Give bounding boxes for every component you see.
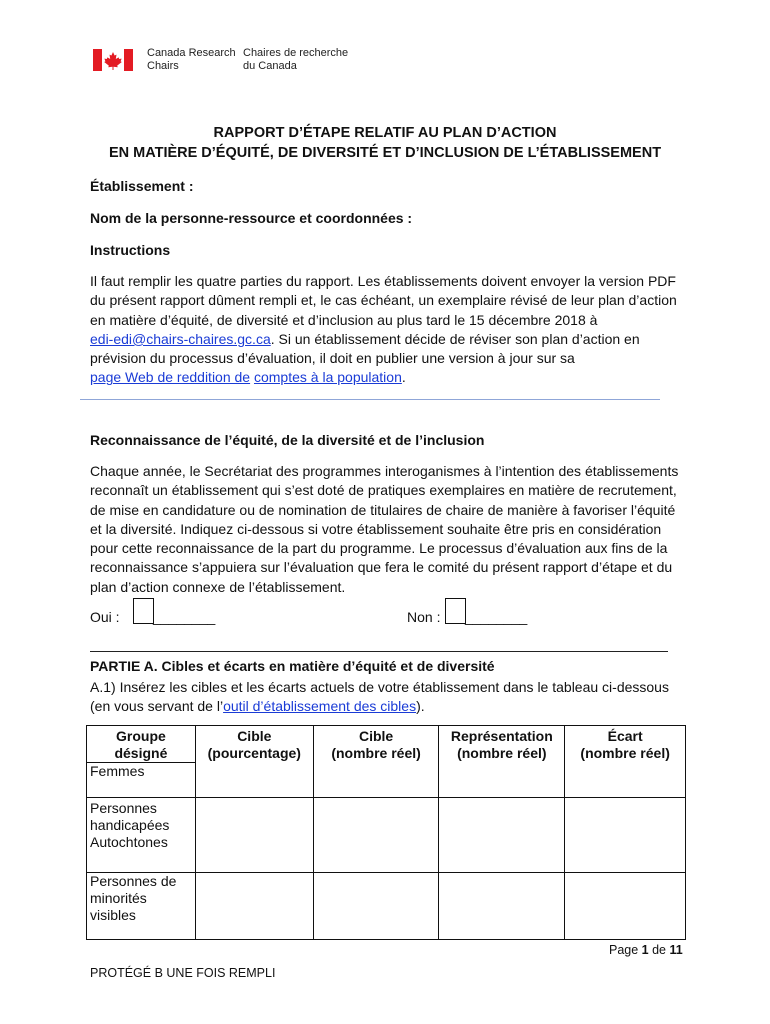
oui-blank: ________: [153, 609, 216, 625]
header-text: (nombre réel): [331, 745, 421, 761]
header-text: Représentation: [450, 728, 553, 744]
recognition-heading: Reconnaissance de l’équité, de la diversité et de l’inclusion: [90, 432, 485, 448]
table-header-row: [87, 726, 686, 763]
cell-gap-disabilities[interactable]: [565, 798, 686, 873]
part-a-line: [90, 697, 669, 716]
oui-checkbox[interactable]: [133, 598, 154, 624]
cell-representation-disabilities[interactable]: [439, 798, 565, 873]
instructions-line: [90, 368, 677, 387]
row-label-visible-minorities: Personnes de minorités visibles: [87, 873, 196, 940]
contact-label: Nom de la personne-ressource et coordonnées :: [90, 210, 413, 226]
recognition-line: et la diversité. Indiquez ci-dessous si votre établissement souhaite être pris en considération: [90, 520, 662, 537]
instructions-line: en matière d’équité, de diversité et d’inclusion au plus tard le 15 décembre 2018 à: [90, 311, 598, 328]
cell-target-percent-minorities[interactable]: [195, 873, 313, 940]
page-current: 1: [641, 943, 649, 957]
canada-flag-icon: [93, 49, 133, 71]
recognition-text: [90, 462, 678, 597]
row-label-disabilities: [87, 798, 196, 873]
cell-representation-minorities[interactable]: [439, 873, 565, 940]
header-designated-group: [87, 726, 196, 763]
cell-target-number-disabilities[interactable]: [313, 798, 439, 873]
part-a-heading: PARTIE A. Cibles et écarts en matière d’équité et de diversité: [90, 658, 495, 674]
targets-table: [86, 725, 686, 940]
instructions-line: [90, 330, 677, 349]
title-line-1: RAPPORT D’ÉTAPE RELATIF AU PLAN D’ACTION: [213, 125, 557, 141]
row-label-indigenous: Autochtones: [90, 834, 168, 850]
header-text: (nombre réel): [457, 745, 547, 761]
oui-label: Oui :: [90, 609, 120, 625]
header-text: (nombre réel): [580, 745, 670, 761]
target-tool-link[interactable]: outil d’établissement des cibles: [223, 698, 417, 715]
header-gap: [565, 726, 686, 798]
header-text: désigné: [114, 745, 168, 761]
section-divider: [80, 399, 660, 400]
header-representation: [439, 726, 565, 798]
header-text: Cible: [358, 728, 394, 744]
row-label-text: Personnes handicapées: [90, 800, 170, 833]
recognition-line: pour cette reconnaissance de la part du programme. Le processus d’évaluation aux fins de la: [90, 540, 668, 557]
header-text: Écart: [607, 728, 643, 744]
page-number: [609, 943, 683, 957]
section-divider: [90, 651, 668, 652]
cell-target-number-minorities[interactable]: [313, 873, 439, 940]
page-mid: de: [648, 943, 670, 957]
org-name-fr-line1: Chaires de recherche: [243, 47, 349, 59]
non-label: Non :: [407, 609, 441, 625]
header-text: Cible: [237, 728, 272, 744]
instructions-line: du présent rapport dûment rempli et, le cas échéant, un exemplaire révisé de leur plan d’action: [90, 292, 677, 309]
instructions-line: prévision du processus d’évaluation, il doit en publier une version à jour sur sa: [90, 350, 575, 367]
header-text: (pourcentage): [207, 745, 301, 761]
cell-gap-minorities[interactable]: [565, 873, 686, 940]
institution-label: Établissement :: [90, 178, 194, 194]
recognition-line: Chaque année, le Secrétariat des programmes interoganismes à l’intention des établissements: [90, 463, 679, 479]
cell-target-percent-disabilities[interactable]: [195, 798, 313, 873]
part-a-instruction: [90, 678, 669, 717]
period-text: .: [401, 369, 406, 386]
instructions-line: Il faut remplir les quatre parties du rapport. Les établissements doivent envoyer la version PDF: [90, 273, 676, 289]
org-name-en: [147, 47, 236, 73]
table-row: [87, 873, 686, 940]
instructions-heading: Instructions: [90, 242, 171, 258]
accountability-page-link[interactable]: page Web de reddition de: [90, 369, 251, 386]
part-a-line-post: ).: [416, 698, 425, 715]
instructions-text: [90, 272, 677, 388]
email-link[interactable]: edi-edi@chairs-chaires.gc.ca: [90, 330, 271, 347]
recognition-line: reconnaît un établissement qui s’est doté de pratiques exemplaires en matière de recrutement,: [90, 482, 677, 499]
part-a-line: A.1) Insérez les cibles et les écarts actuels de votre établissement dans le tableau ci-dessous: [90, 679, 669, 695]
page-prefix: Page: [609, 943, 642, 957]
document-title: [0, 123, 770, 163]
header-text: Groupe: [116, 728, 166, 744]
instructions-line-rest: . Si un établissement décide de réviser son plan d’action en: [270, 330, 640, 347]
recognition-line: plan d’action connexe de l’établissement.: [90, 578, 346, 595]
header-target-percent: [195, 726, 313, 798]
part-a-line-pre: (en vous servant de l’: [90, 698, 224, 715]
title-line-2: EN MATIÈRE D’ÉQUITÉ, DE DIVERSITÉ ET D’INCLUSION DE L’ÉTABLISSEMENT: [108, 145, 662, 161]
page-total: 11: [669, 943, 683, 957]
org-name-fr: [243, 47, 348, 73]
classification-label: PROTÉGÉ B UNE FOIS REMPLI: [90, 966, 276, 980]
non-checkbox[interactable]: [445, 598, 466, 624]
org-name-en-line1: Canada Research: [147, 47, 236, 59]
recognition-line: de mise en candidature ou de nomination de titulaires de chaire de manière à favoriser l’équité: [90, 501, 676, 518]
row-label-women: Femmes: [87, 763, 196, 798]
non-blank: ________: [465, 609, 528, 625]
org-name-fr-line2: du Canada: [243, 60, 297, 72]
org-name-en-line2: Chairs: [147, 60, 179, 72]
header-target-number: [313, 726, 439, 798]
recognition-line: reconnaissance s’appuiera sur l’évaluation que fera le comité du présent rapport d’étape et du: [90, 559, 673, 576]
accountability-page-link-2[interactable]: comptes à la population: [253, 369, 402, 386]
